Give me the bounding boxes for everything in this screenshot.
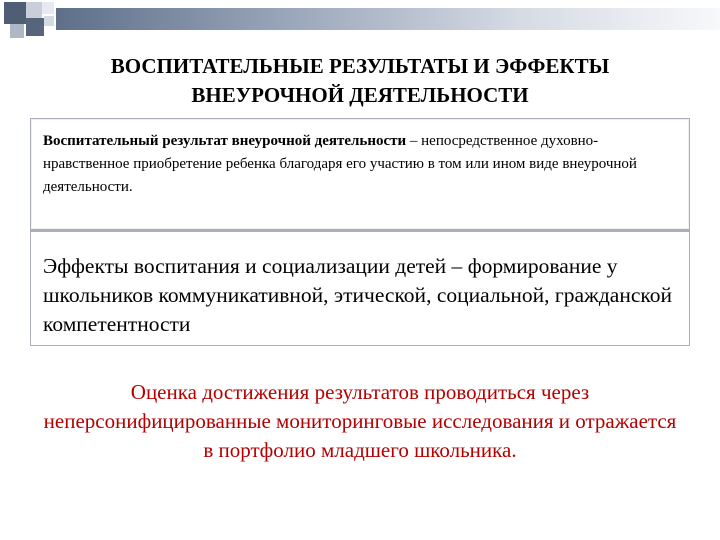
slide-title: [40, 52, 680, 110]
definition-text: [43, 252, 688, 339]
definition-body: – непосредственное духовно-нравственное приобретение ребенка благодаря его участию в том или ином виде внеурочной деятельности.: [43, 133, 637, 195]
decor-square: [42, 2, 54, 14]
decor-square: [10, 24, 24, 38]
definition-box-effects: [30, 230, 690, 346]
decor-square: [4, 2, 26, 24]
definition-text: [43, 130, 683, 199]
definition-term: Эффекты воспитания и социализации детей –: [43, 254, 463, 278]
title-line-2: ВНЕУРОЧНОЙ ДЕЯТЕЛЬНОСТИ: [191, 83, 529, 107]
slide-decoration: [0, 0, 720, 60]
decor-square: [44, 16, 54, 26]
decor-square: [26, 18, 44, 36]
title-line-1: ВОСПИТАТЕЛЬНЫЕ РЕЗУЛЬТАТЫ И ЭФФЕКТЫ: [110, 54, 610, 78]
header-gradient-bar: [56, 8, 720, 30]
decor-square: [26, 2, 42, 18]
assessment-note: Оценка достижения результатов проводиться через неперсонифицированные мониторинговые исследования и отражается в портфолио младшего школьника.: [43, 380, 677, 462]
definition-box-result: [30, 118, 690, 230]
definition-body: формирование у школьников коммуникативной, этической, социальной, гражданской компетентности: [43, 254, 673, 336]
definition-term: Воспитательный результат внеурочной деятельности: [43, 133, 407, 149]
